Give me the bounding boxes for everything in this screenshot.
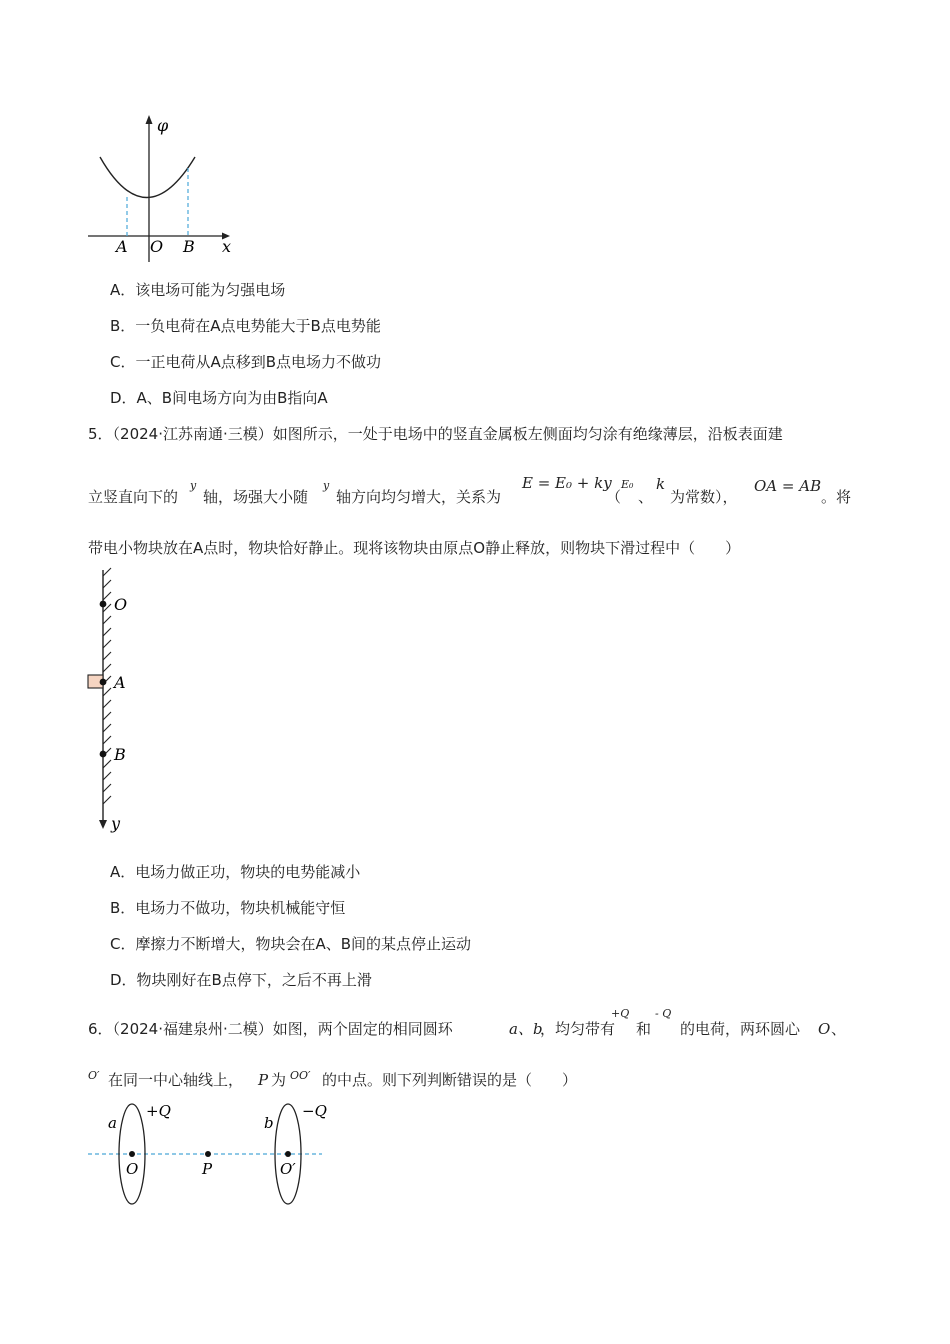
- q6-stem-line2-c: 的中点。则下列判断错误的是（ ）: [322, 1071, 578, 1089]
- q6-stem-line1-a: 6．（2024·福建泉州·二模）如图，两个固定的相同圆环: [88, 1020, 453, 1038]
- o-label: O: [150, 237, 164, 256]
- q6-he: 和: [636, 1020, 652, 1038]
- q5-k-symbol: k: [656, 475, 666, 493]
- ring-a-charge: +Q: [146, 1102, 171, 1120]
- q6-stem-line1-b: ，均匀带有: [540, 1020, 616, 1038]
- ring-b-charge: −Q: [302, 1102, 327, 1120]
- q5-separator: 、: [638, 488, 654, 506]
- q5-stem-line2-d: 为常数），: [670, 488, 738, 506]
- x-label: x: [222, 237, 232, 256]
- q5-stem-line2-c: 轴方向均匀增大，关系为: [336, 488, 502, 506]
- q4-option-d: D．A、B间电场方向为由B指向A: [110, 389, 328, 407]
- point-a: [100, 679, 107, 686]
- vertical-plate-figure: [0, 560, 200, 840]
- y-axis-arrow: [99, 820, 107, 829]
- q6-stem-line1-d: 、: [831, 1020, 847, 1038]
- ring-b-label: b: [264, 1114, 274, 1132]
- q5-stem-line2-b: 轴，场强大小随: [203, 488, 309, 506]
- q5-option-a: A．电场力做正功，物块的电势能减小: [110, 863, 361, 881]
- midpoint-p: [205, 1151, 211, 1157]
- q5-option-c: C．摩擦力不断增大，物块会在A、B间的某点停止运动: [110, 935, 472, 953]
- q4-option-a: A．该电场可能为匀强电场: [110, 281, 286, 299]
- center-o-prime: [285, 1151, 291, 1157]
- q6-stem-line2-b: 为: [271, 1071, 287, 1089]
- q6-stem-line1-c: 的电荷，两环圆心: [680, 1020, 801, 1038]
- a-label: A: [116, 237, 128, 256]
- point-b: [100, 751, 107, 758]
- q5-stem-line2-a: 立竖直向下的: [88, 488, 179, 506]
- q5-y-symbol-2: y: [323, 479, 330, 492]
- q6-center-o-prime: O′: [88, 1069, 100, 1082]
- q5-field-formula: E = E₀ + ky: [522, 474, 612, 492]
- ring-a-label: a: [108, 1114, 117, 1132]
- q4-option-c: C．一正电荷从A点移到B点电场力不做功: [110, 353, 382, 371]
- q6-plus-q: +Q: [611, 1007, 630, 1020]
- q5-option-b: B．电场力不做功，物块机械能守恒: [110, 899, 346, 917]
- q5-oa-ab: OA = AB: [754, 477, 822, 495]
- q6-minus-q: - Q: [655, 1007, 672, 1020]
- two-rings-figure: [0, 1090, 400, 1220]
- o-label: O: [126, 1160, 139, 1178]
- b-label: B: [114, 745, 126, 764]
- o-prime-label: O′: [280, 1160, 296, 1178]
- phi-axis-arrow: [146, 115, 153, 124]
- q5-e0-symbol: E₀: [621, 478, 634, 491]
- q6-stem-line2-a: 在同一中心轴线上，: [108, 1071, 244, 1089]
- q5-stem-line3: 带电小物块放在A点时，物块恰好静止。现将该物块由原点O静止释放，则物块下滑过程中（ ）: [88, 539, 741, 557]
- p-label: P: [202, 1160, 213, 1178]
- q5-y-symbol-1: y: [190, 479, 197, 492]
- q5-stem-line1: 5．（2024·江苏南通·三模）如图所示，一处于电场中的竖直金属板左侧面均匀涂有绝缘薄层，沿板表面建: [88, 425, 783, 443]
- q6-point-p: P: [258, 1071, 269, 1089]
- q5-paren-open: （: [606, 488, 622, 506]
- q5-option-d: D．物块刚好在B点停下，之后不再上滑: [110, 971, 372, 989]
- o-label: O: [114, 595, 128, 614]
- q4-option-b: B．一负电荷在A点电势能大于B点电势能: [110, 317, 381, 335]
- q6-ring-names: a、b: [509, 1020, 543, 1038]
- phi-label: φ: [157, 116, 169, 135]
- b-label: B: [183, 237, 195, 256]
- potential-curve: [100, 157, 195, 198]
- point-o: [100, 601, 107, 608]
- q5-stem-line2-e: 。将: [821, 488, 852, 506]
- center-o: [129, 1151, 135, 1157]
- q6-oo-prime: OO′: [290, 1069, 311, 1082]
- potential-graph: [0, 0, 950, 280]
- a-label: A: [114, 673, 126, 692]
- y-label: y: [111, 814, 121, 833]
- q6-center-o: O: [818, 1020, 831, 1038]
